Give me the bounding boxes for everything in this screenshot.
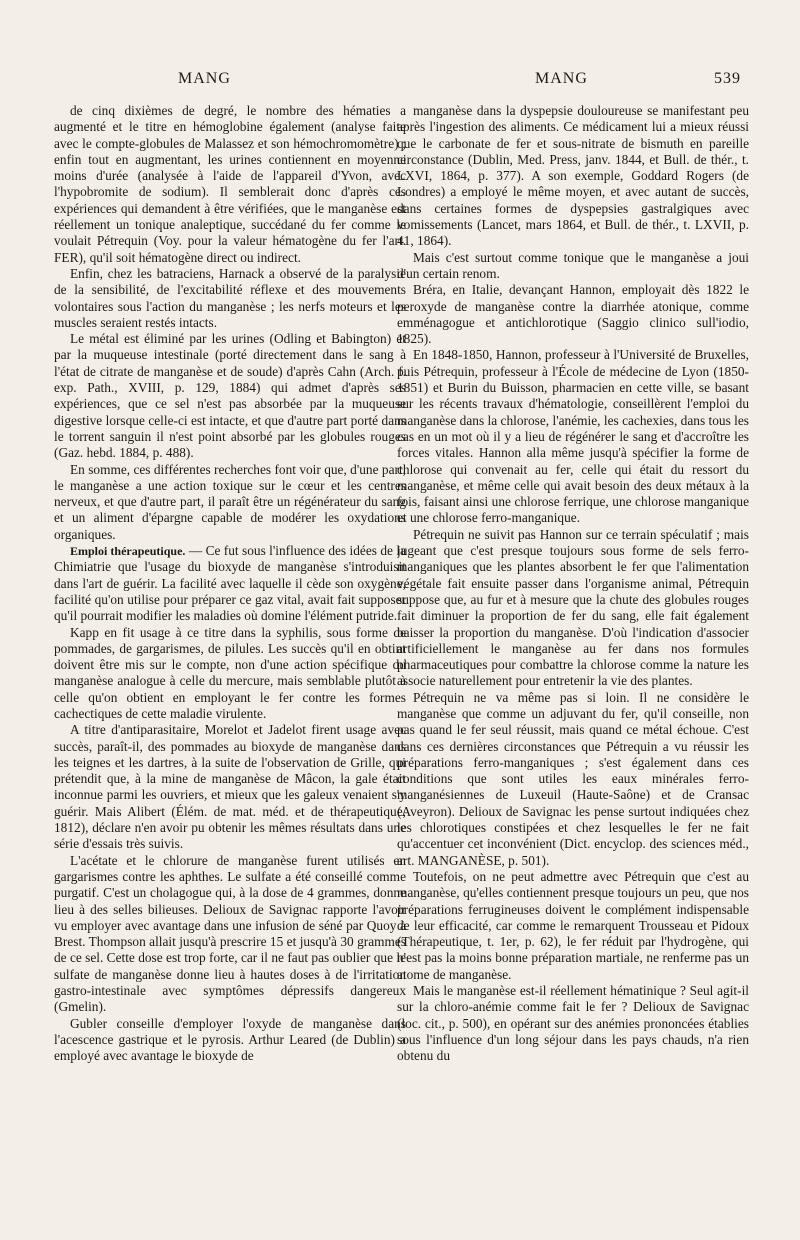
paragraph: Toutefois, on ne peut admettre avec Pétrequin que c'est au manganèse, qu'elles contiennent presque toujours un peu, que nos préparations ferrugineuses doivent le complément indispensable de leur efficacité, car comme le remarquent Trousseau et Pidoux (Thérapeutique, t. 1er, p. 62), le fer réduit par l'hydrogène, qui n'est pas la moins bonne préparation martiale, ne renferme pas un atome de manganèse.: [397, 868, 749, 982]
paragraph: [54, 543, 406, 624]
paragraph: manganèse dans la dyspepsie douloureuse se manifestant peu après l'ingestion des aliments. Ce médicament lui a mieux réussi que le carbonate de fer et sous-nitrate de bismuth en pareille circonstance (Dublin, Med. Press, janv. 1844, et Bull. de thér., t. LXVI, 1864, p. 377). A son exemple, Goddard Rogers (de Londres) a employé le même moyen, et avec autant de succès, dans certaines formes de dyspepsies gastralgiques avec vomissements (Lancet, mars 1864, et Bull. de thér., t. LXVII, p. 41, 1864).: [397, 103, 749, 249]
paragraph: Gubler conseille d'employer l'oxyde de manganèse dans l'acescence gastrique et le pyrosis. Arthur Leared (de Dublin) a employé avec avantage le bioxyde de: [54, 1015, 406, 1064]
paragraph: Kapp en fit usage à ce titre dans la syphilis, sous forme de pommades, de gargarismes, de pilules. Les succès qu'il en obtint doivent être mis sur le compte, non d'une action spécifique du manganèse analogue à celle du mercure, mais semblable plutôt à celle qu'on obtient en employant le fer contre les formes cachectiques de cette maladie virulente.: [54, 624, 406, 721]
section-heading: Emploi thérapeutique.: [70, 544, 186, 559]
left-running-head: MANG: [178, 70, 231, 87]
paragraph: Bréra, en Italie, devançant Hannon, employait dès 1822 le peroxyde de manganèse contre la diarrhée atonique, comme emménagogue et antichlorotique (Saggio clinico sull'iodio, 1825).: [397, 282, 749, 347]
paragraph: Le métal est éliminé par les urines (Odling et Babington) et par la muqueuse intestinale (porté directement dans le sang à l'état de citrate de manganèse et de soude) d'après Cahn (Arch. f. exp. Path., XVIII, p. 129, 1884) qui admet d'après ses expériences, que ce sel n'est pas absorbée par la muqueuse digestive lorsque celle-ci est intacte, et que d'autre part porté dans le torrent sanguin il n'est point absorbé par les globules rouges (Gaz. hebd. 1884, p. 488).: [54, 331, 406, 461]
right-column: [397, 103, 749, 1213]
paragraph: L'acétate et le chlorure de manganèse furent utilisés en gargarismes contre les aphthes. Le sulfate a été conseillé comme purgatif. C'est un cholagogue qui, à la dose de 4 grammes, donne lieu à des selles bilieuses. Delioux de Savignac rapporte l'avoir vu employer avec avantage dans une infusion de séné par Quoy à Brest. Thompson allait jusqu'à prescrire 15 et jusqu'à 30 grammes de ce sel. Cette dose est trop forte, car il ne faut pas oublier que le sulfate de manganèse donne lieu à hautes doses à de l'irritation gastro-intestinale avec symptômes dépressifs dangereux (Gmelin).: [54, 852, 406, 1015]
paragraph: En 1848-1850, Hannon, professeur à l'Université de Bruxelles, puis Pétrequin, professeur à l'École de médecine de Lyon (1850-1851) et Burin du Buisson, pharmacien en cette ville, se basant sur les récents travaux d'hématologie, conseillèrent l'emploi du manganèse dans la chlorose, l'anémie, les cachexies, dans tous les cas en un mot où il y a lieu de régénérer le sang et d'accroître les forces vitales. Hannon alla même jusqu'à spécifier la forme de chlorose qui convenait au fer, celle qui était du ressort du manganèse, et même celle qui avait besoin des deux métaux à la fois, faisant ainsi une chlorose ferrique, une chlorose manganique et une chlorose ferro-manganique.: [397, 347, 749, 526]
paragraph: Enfin, chez les batraciens, Harnack a observé de la paralysie de la sensibilité, de l'excitabilité réflexe et des mouvements volontaires sous l'action du manganèse ; les nerfs moteurs et les muscles seraient restés intacts.: [54, 265, 406, 330]
running-header: [0, 70, 800, 94]
paragraph: A titre d'antiparasitaire, Morelot et Jadelot firent usage avec succès, paraît-il, des pommades au bioxyde de manganèse dans les teignes et les dartres, à la suite de l'observation de Grille, qui prétendit que, à la mine de manganèse de Mâcon, la gale était inconnue parmi les ouvriers, et mieux que les galeux venaient s'y guérir. Mais Alibert (Élém. de mat. méd. et de thérapeutique, 1812), déclare n'en avoir pu obtenir les mêmes résultats dans une série d'essais très suivis.: [54, 722, 406, 852]
left-column: [54, 103, 406, 1213]
paragraph: de cinq dixièmes de degré, le nombre des hématies a augmenté et le titre en hémoglobine également (analyse faite avec le compte-globules de Malassez et son hémochromomètre) ; enfin tout en augmentant, les urines contiennent en moyenne moins d'urée (analysée à l'aide de l'appareil d'Yvon, avec l'hypobromite de sodium). Il semblerait donc d'après ces expériences qui demandent à être vérifiées, que le manganèse est réellement un tonique analeptique, succédané du fer comme le voulait Pétrequin (Voy. pour la valeur hématogène du fer l'art. FER), qu'il soit hématogène direct ou indirect.: [54, 103, 406, 265]
paragraph: Pétrequin ne va même pas si loin. Il ne considère le manganèse que comme un adjuvant du fer, qu'il conseille, non pas quand le fer seul réussit, mais quand ce métal échoue. C'est dans ces dernières circonstances que Pétrequin a vu réussir les préparations ferro-manganiques ; s'est également dans ces conditions que sont utiles les eaux minérales ferro-manganésiennes de Luxeuil (Haute-Saône) et de Cransac (Aveyron). Delioux de Savignac les pense surtout indiquées chez les chlorotiques constipées et chez lesquelles le fer ne fait qu'accentuer cet inconvénient (Dict. encyclop. des sciences méd., art. MANGANÈSE, p. 501).: [397, 689, 749, 868]
page-number: 539: [714, 70, 741, 87]
paragraph: Mais c'est surtout comme tonique que le manganèse a joui d'un certain renom.: [397, 249, 749, 281]
paragraph: Pétrequin ne suivit pas Hannon sur ce terrain spéculatif ; mais jugeant que c'est presque toujours sous forme de sels ferro-manganiques que les plantes absorbent le fer que l'alimentation végétale fait ensuite passer dans l'organisme animal, Pétrequin suppose que, au fur et à mesure que la chute des globules rouges fait diminuer la proportion de fer du sang, elle fait également baisser la proportion du manganèse. D'où l'indication d'associer artificiellement le manganèse au fer dans nos formules pharmaceutiques pour combattre la chlorose comme la nature les associe naturellement pour entretenir la vie des plantes.: [397, 526, 749, 689]
paragraph: Mais le manganèse est-il réellement hématinique ? Seul agit-il sur la chloro-anémie comme fait le fer ? Delioux de Savignac (loc. cit., p. 500), en opérant sur des anémies prononcées établies sous l'influence d'un long séjour dans les pays chauds, n'a rien obtenu du: [397, 983, 749, 1064]
paragraph: En somme, ces différentes recherches font voir que, d'une part, le manganèse a une action toxique sur le cœur et les centres nerveux, et que d'autre part, il paraît être un régénérateur du sang et un aliment d'épargne capable de modérer les oxydations organiques.: [54, 461, 406, 542]
right-running-head: MANG: [535, 70, 588, 87]
paragraph-text: — Ce fut sous l'influence des idées de la Chimiatrie que l'usage du bioxyde de manganèse s'introduisit dans l'art de guérir. La facilité avec laquelle il cède son oxygène, facilité qu'on utilise pour préparer ce gaz vital, avait fait supposer qu'il pourrait modifier les maladies où domine l'élément putride.: [54, 543, 406, 624]
